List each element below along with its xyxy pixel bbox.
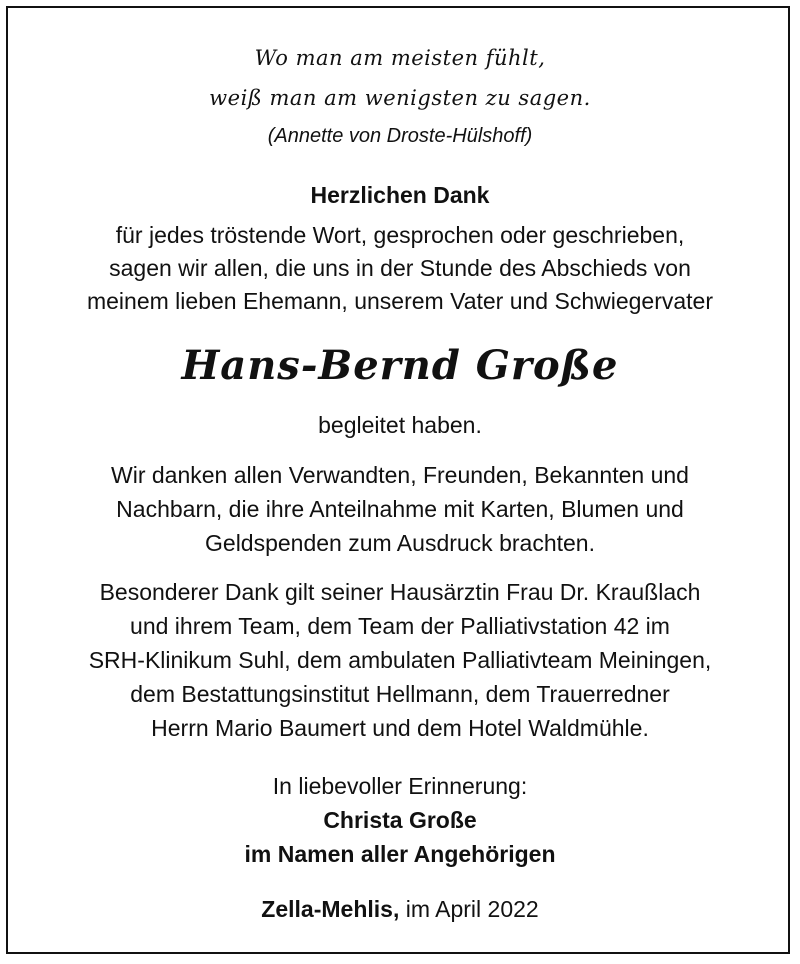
thanks-line: für jedes tröstende Wort, gesprochen oder geschrieben,	[115, 222, 685, 248]
paragraph-2-line: SRH-Klinikum Suhl, dem ambulaten Palliativteam Meiningen,	[88, 647, 712, 673]
paragraph-2-line: Herrn Mario Baumert und dem Hotel Waldmühle.	[151, 715, 649, 741]
paragraph-1-line: Wir danken allen Verwandten, Freunden, Bekannten und	[111, 462, 689, 488]
quote-author: (Annette von Droste-Hülshoff)	[267, 125, 533, 147]
paragraph-1-line: Nachbarn, die ihre Anteilnahme mit Karten, Blumen und	[116, 496, 684, 522]
signer-name: Christa Große	[323, 807, 477, 833]
place-date	[0, 894, 800, 924]
remembrance-text: In liebevoller Erinnerung:	[272, 773, 528, 799]
thanks-heading: Herzlichen Dank	[310, 182, 490, 208]
paragraph-2-line: und ihrem Team, dem Team der Palliativstation 42 im	[130, 613, 670, 639]
deceased-name: Hans-Bernd Große	[181, 342, 619, 389]
family-signature: im Namen aller Angehörigen	[244, 841, 556, 867]
accompanied-text: begleitet haben.	[318, 412, 482, 438]
thanks-line: meinem lieben Ehemann, unserem Vater und Schwiegervater	[86, 288, 714, 314]
place: Zella-Mehlis,	[261, 896, 400, 922]
quote-line-2: weiß man am wenigsten zu sagen.	[209, 86, 591, 110]
paragraph-1-line: Geldspenden zum Ausdruck brachten.	[205, 530, 595, 556]
quote-line-1: Wo man am meisten fühlt,	[254, 46, 546, 70]
date: im April 2022	[399, 896, 539, 922]
paragraph-2-line: dem Bestattungsinstitut Hellmann, dem Trauerredner	[130, 681, 670, 707]
paragraph-2-line: Besonderer Dank gilt seiner Hausärztin Frau Dr. Kraußlach	[99, 579, 701, 605]
thanks-line: sagen wir allen, die uns in der Stunde des Abschieds von	[109, 255, 691, 281]
